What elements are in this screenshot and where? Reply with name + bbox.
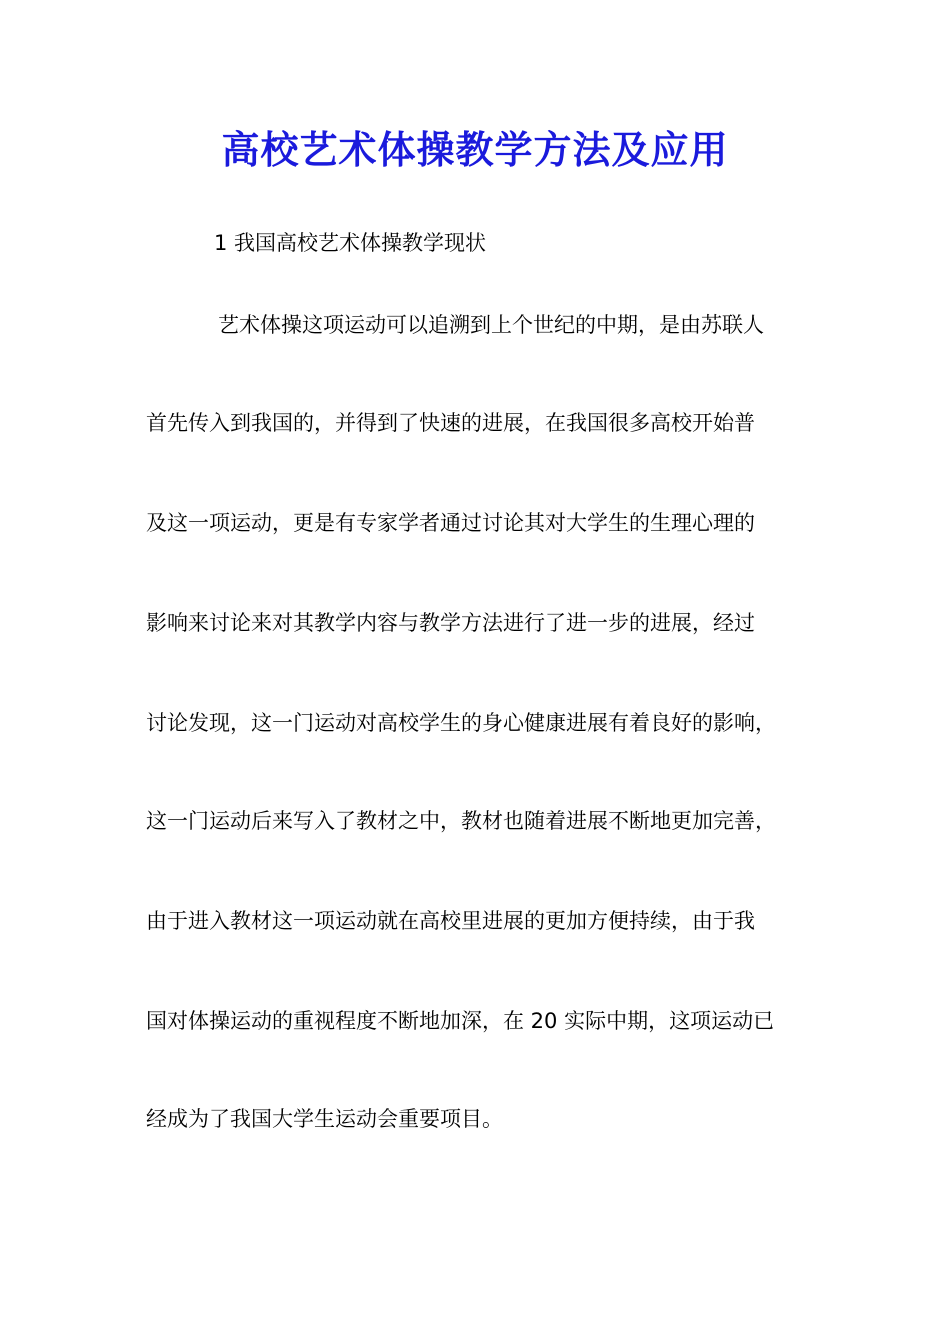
paragraph-line: 及这一项运动，更是有专家学者通过讨论其对大学生的生理心理的 [146, 511, 755, 535]
paragraph-line: 首先传入到我国的，并得到了快速的进展，在我国很多高校开始普 [146, 411, 755, 435]
document-title: 高校艺术体操教学方法及应用 [221, 127, 729, 172]
paragraph-line: 影响来讨论来对其教学内容与教学方法进行了进一步的进展，经过 [146, 611, 755, 635]
paragraph-line: 讨论发现，这一门运动对高校学生的身心健康进展有着良好的影响， [146, 711, 776, 735]
paragraph-line: 由于进入教材这一项运动就在高校里进展的更加方便持续，由于我 [146, 909, 755, 933]
paragraph-line: 艺术体操这项运动可以追溯到上个世纪的中期，是由苏联人 [218, 313, 764, 337]
paragraph-line: 国对体操运动的重视程度不断地加深，在 20 实际中期，这项运动已 [146, 1009, 775, 1033]
paragraph-line: 经成为了我国大学生运动会重要项目。 [146, 1107, 503, 1131]
section-heading: 1 我国高校艺术体操教学现状 [214, 231, 487, 255]
paragraph-line: 这一门运动后来写入了教材之中，教材也随着进展不断地更加完善， [146, 809, 776, 833]
